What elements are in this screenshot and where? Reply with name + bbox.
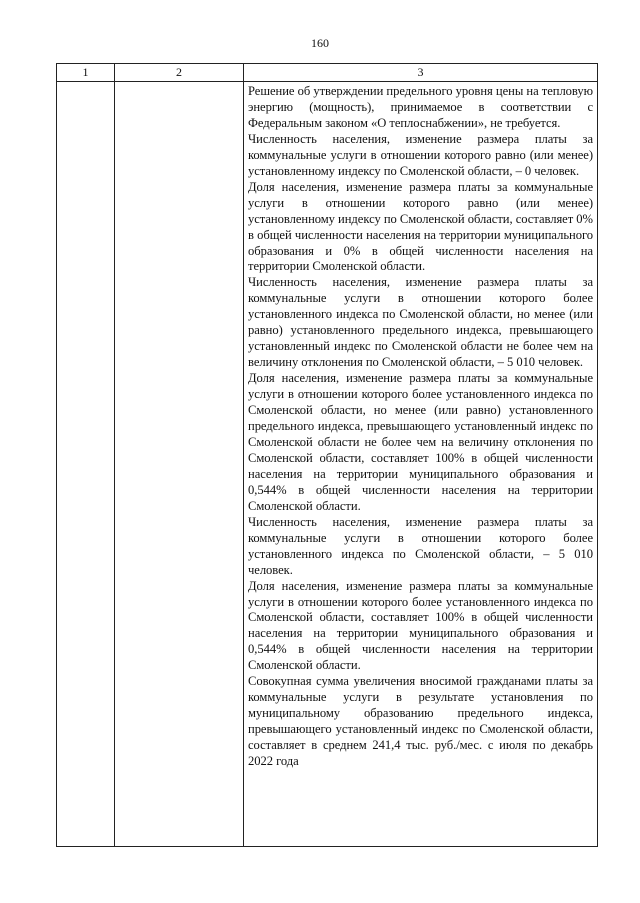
paragraph-share-within-deviation: Доля населения, изменение размера платы за коммунальные услуги в отношении которого более установленного индекса по Смоленской области, но менее (или равно) установленного предельного индекса, превышающего установленный индекс по Смоленской области не более чем на величину отклонения по Смоленской области, составляет 100% в общей численности населения на территории муниципального образования и 0,544% в общей численности населения на территории Смоленской области. xyxy=(248,371,593,513)
cell-column-3 xyxy=(244,82,598,847)
paragraph-population-within-deviation: Численность населения, изменение размера платы за коммунальные услуги в отношении которого более установленного индекса по Смоленской области, но менее (или равно) установленного предельного индекса, превышающего установленный индекс по Смоленской области не более чем на величину отклонения по Смоленской области, – 5 010 человек. xyxy=(248,275,593,370)
column-header-3: 3 xyxy=(244,64,598,82)
table-row xyxy=(57,82,598,847)
paragraph-population-equal-index: Численность населения, изменение размера платы за коммунальные услуги в отношении которого равно (или менее) установленному индексу по Смоленской области, – 0 человек. xyxy=(248,131,593,178)
page-number: 160 xyxy=(311,36,329,50)
cell-column-1 xyxy=(57,82,115,847)
table-header-row xyxy=(57,64,598,82)
column-header-1: 1 xyxy=(57,64,115,82)
paragraph-population-above-index: Численность населения, изменение размера платы за коммунальные услуги в отношении которого более установленного индекса по Смоленской области, – 5 010 человек. xyxy=(248,514,593,577)
paragraph-share-equal-index: Доля населения, изменение размера платы за коммунальные услуги в отношении которого равно (или менее) установленному индексу по Смоленской области, составляет 0% в общей численности населения на территории муниципального образования и 0% в общей численности населения на территории Смоленской области. xyxy=(248,179,593,274)
document-table xyxy=(56,63,598,847)
paragraph-share-above-index: Доля населения, изменение размера платы за коммунальные услуги в отношении которого более установленного индекса по Смоленской области, составляет 100% в общей численности населения на территории муниципального образования и 0,544% в общей численности населения на территории Смоленской области. xyxy=(248,578,593,673)
column-header-2: 2 xyxy=(115,64,244,82)
paragraph-price-level-decision: Решение об утверждении предельного уровня цены на тепловую энергию (мощность), принимаемое в соответствии с Федеральным законом «О теплоснабжении», не требуется. xyxy=(248,84,593,130)
cell-column-2 xyxy=(115,82,244,847)
paragraph-total-increase: Совокупная сумма увеличения вносимой гражданами платы за коммунальные услуги в результате установления по муниципальному образованию предельного индекса, превышающего установленный индекс по Смоленской области, составляет в среднем 241,4 тыс. руб./мес. с июля по декабрь 2022 года xyxy=(248,674,593,769)
